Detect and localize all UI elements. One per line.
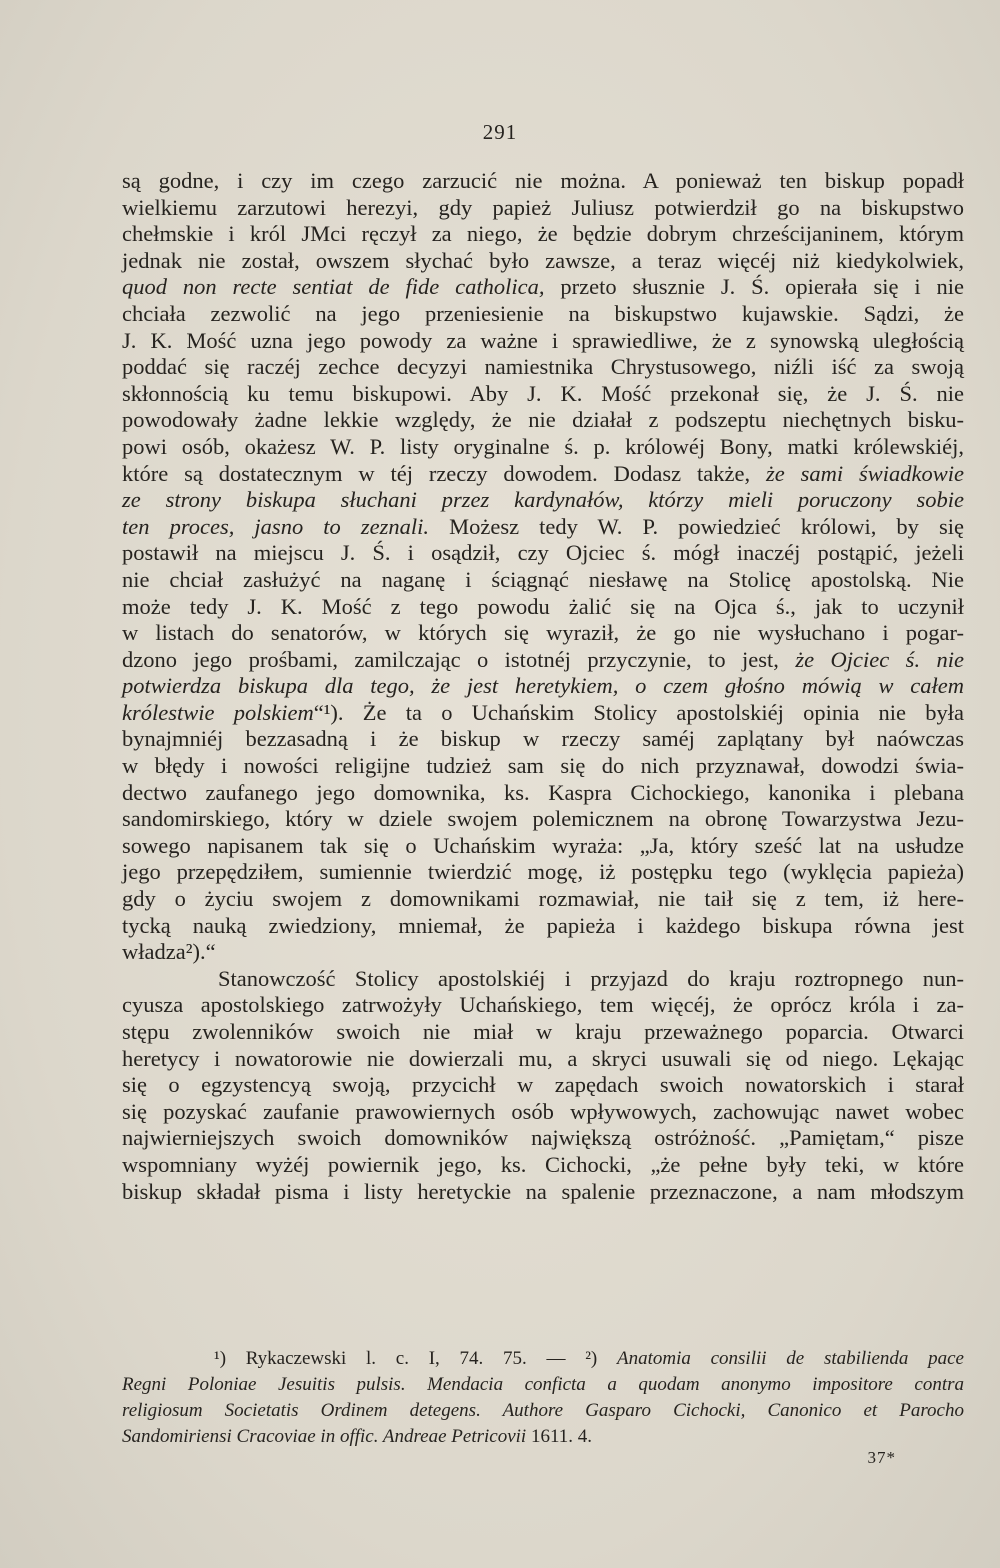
italic-text-run: Sandomiriensi Cracoviae in offic. Andreae Petricovii [122, 1426, 527, 1447]
text-line: stępu zwolenników swoich nie miał w kraju przeważnego poparcia. Otwarci [122, 1019, 964, 1044]
text-line: biskup składał pisma i listy heretyckie na spalenie przeznaczone, a nam młodszym [122, 1178, 964, 1204]
text-line [122, 487, 964, 514]
text-line: chciała zezwolić na jego przeniesienie na biskupstwo kujawskie. Sądzi, że [122, 300, 964, 326]
text-line: sandomirskiego, który w dziele swojem polemicznem na obronę Towarzystwa Jezu- [122, 806, 964, 832]
italic-text-run: Anatomia consilii de stabilienda pace [616, 1348, 964, 1369]
text-run: przeto słusznie J. Ś. opierała się i nie [544, 274, 964, 300]
text-run: ¹) Rykaczewski l. c. I, 74. 75. — ²) [214, 1348, 617, 1369]
italic-text-run: potwierdza biskupa dla tego, że jest heretykiem, o czem głośno mówią w całem [122, 673, 964, 699]
text-line [122, 274, 964, 301]
text-line: się pozyskać zaufanie prawowiernych osób wpływowych, zachowując nawet wobec [122, 1098, 964, 1124]
italic-text-run: królestwie polskiem [122, 699, 314, 725]
text-run: które są dostatecznym w téj rzeczy dowodem. Dodasz także, [122, 460, 766, 486]
page-number: 291 [482, 120, 518, 144]
text-line [122, 647, 964, 674]
text-line: wspomniany wyżéj powiernik jego, ks. Cichocki, „że pełne były teki, w które [122, 1151, 964, 1177]
text-line: w błędy i nowości religijne tudzież sam się do nich przyznawał, dowodzi świa- [122, 753, 964, 779]
text-line: Stanowczość Stolicy apostolskiéj i przyjazd do kraju roztropnego nun- [218, 965, 964, 991]
text-line: heretycy i nowatorowie nie dowierzali mu, a skryci usuwali się od niego. Lękając [122, 1045, 964, 1071]
italic-text-run: ten proces, jasno to zeznali. [122, 513, 429, 539]
footnote-line [122, 1372, 964, 1398]
italic-text-run: quod non recte sentiat de fide catholica, [122, 274, 545, 300]
text-run: 1611. 4. [526, 1426, 593, 1447]
italic-text-run: że Ojciec ś. nie [795, 646, 964, 672]
italic-text-run: że sami świadkowie [765, 460, 964, 486]
text-line: w listach do senatorów, w których się wyraził, że go nie wysłuchano i pogar- [122, 620, 964, 646]
italic-text-run: Regni Poloniae Jesuitis pulsis. Mendacia conficta a quodam anonymo impositore contra [122, 1374, 964, 1395]
text-line [122, 461, 964, 488]
text-line: się o egzystencyą swoją, przycichł w zapędach swoich nowatorskich i starał [122, 1072, 964, 1098]
text-run: “¹). Że ta o Uchańskim Stolicy apostolskiéj opinia nie była [313, 699, 964, 725]
footnotes [122, 1346, 964, 1450]
text-line: wielkiemu zarzutowi herezyi, gdy papież Juliusz potwierdził go na biskupstwo [122, 194, 964, 220]
text-line [122, 514, 964, 541]
text-line: sowego napisanem tak się o Uchańskim wyraża: „Ja, który sześć lat na usłudze [122, 832, 964, 858]
text-line: skłonnością ku temu biskupowi. Aby J. K. Mość przekonał się, że J. Ś. nie [122, 380, 964, 406]
italic-text-run: religiosum Societatis Ordinem detegens. Authore Gasparo Cichocki, Canonico et Parocho [122, 1400, 964, 1421]
text-line: władza²).“ [122, 939, 216, 965]
text-run: dzono jego prośbami, zamilczając o istotnéj przyczynie, to jest, [122, 646, 796, 672]
text-run: Możesz tedy W. P. powiedzieć królowi, by się [429, 513, 964, 539]
printer-signature-mark: 37* [867, 1448, 896, 1467]
text-line: są godne, i czy im czego zarzucić nie można. A ponieważ ten biskup popadł [122, 168, 964, 193]
text-line: powodowały żadne lekkie względy, że nie działał z podszeptu niechętnych bisku- [122, 407, 964, 433]
text-line: jednak nie został, owszem słychać było zawsze, a teraz więcéj niż kiedykolwiek, [122, 247, 964, 273]
text-line: dectwo zaufanego jego domownika, ks. Kaspra Cichockiego, kanonika i plebana [122, 779, 964, 805]
text-line: bynajmniéj bezzasadną i że biskup w rzeczy saméj zaplątany był naówczas [122, 726, 964, 752]
text-line: gdy o życiu swojem z domownikami rozmawiał, nie tаił się z tem, iż here- [122, 886, 964, 912]
footnote-line [122, 1424, 964, 1450]
footnote-line [122, 1346, 964, 1372]
text-line: najwierniejszych swoich domowników największą ostróżność. „Pamiętam,“ pisze [122, 1125, 964, 1151]
italic-text-run: ze strony biskupa słuchani przez kardynałów, którzy mieli poruczony sobie [122, 487, 964, 513]
text-line: postawił na miejscu J. Ś. i osądził, czy Ojciec ś. mógł inaczéj postąpić, jeżeli [122, 540, 964, 566]
text-line: poddać się raczéj zechce decyzyi namiestnika Chrystusowego, niźli iść za swoją [122, 354, 964, 380]
body-text [122, 168, 964, 1205]
text-line: jego przepędziłem, sumiennie twierdzić mogę, iż postępku tego (wyklęcia papieża) [122, 859, 964, 885]
text-line [122, 700, 964, 727]
text-line: cyusza apostolskiego zatrwożyły Uchańskiego, tem więcéj, że oprócz króla i za- [122, 992, 964, 1018]
text-line: powi osób, okażesz W. P. listy oryginalne ś. p. królowéj Bony, matki królewskiéj, [122, 433, 964, 459]
text-line: nie chciał zasłużyć na naganę i ściągnąć niesławę na Stolicę apostolską. Nie [122, 566, 964, 592]
footnote-line [122, 1398, 964, 1424]
text-line: może tedy J. K. Mość z tego powodu żalić się na Ojca ś., jak to uczynił [122, 593, 964, 619]
text-line: chełmskie i król JMci ręczył za niego, że będzie dobrym chrześcijaninem, którym [122, 221, 964, 247]
text-line: J. K. Mość uzna jego powody za ważne i sprawiedliwe, że z synowską uległością [122, 327, 964, 353]
text-line: tycką nauką zwiedziony, mniemał, że papieża i każdego biskupa równa jest [122, 912, 964, 938]
text-line [122, 673, 964, 700]
